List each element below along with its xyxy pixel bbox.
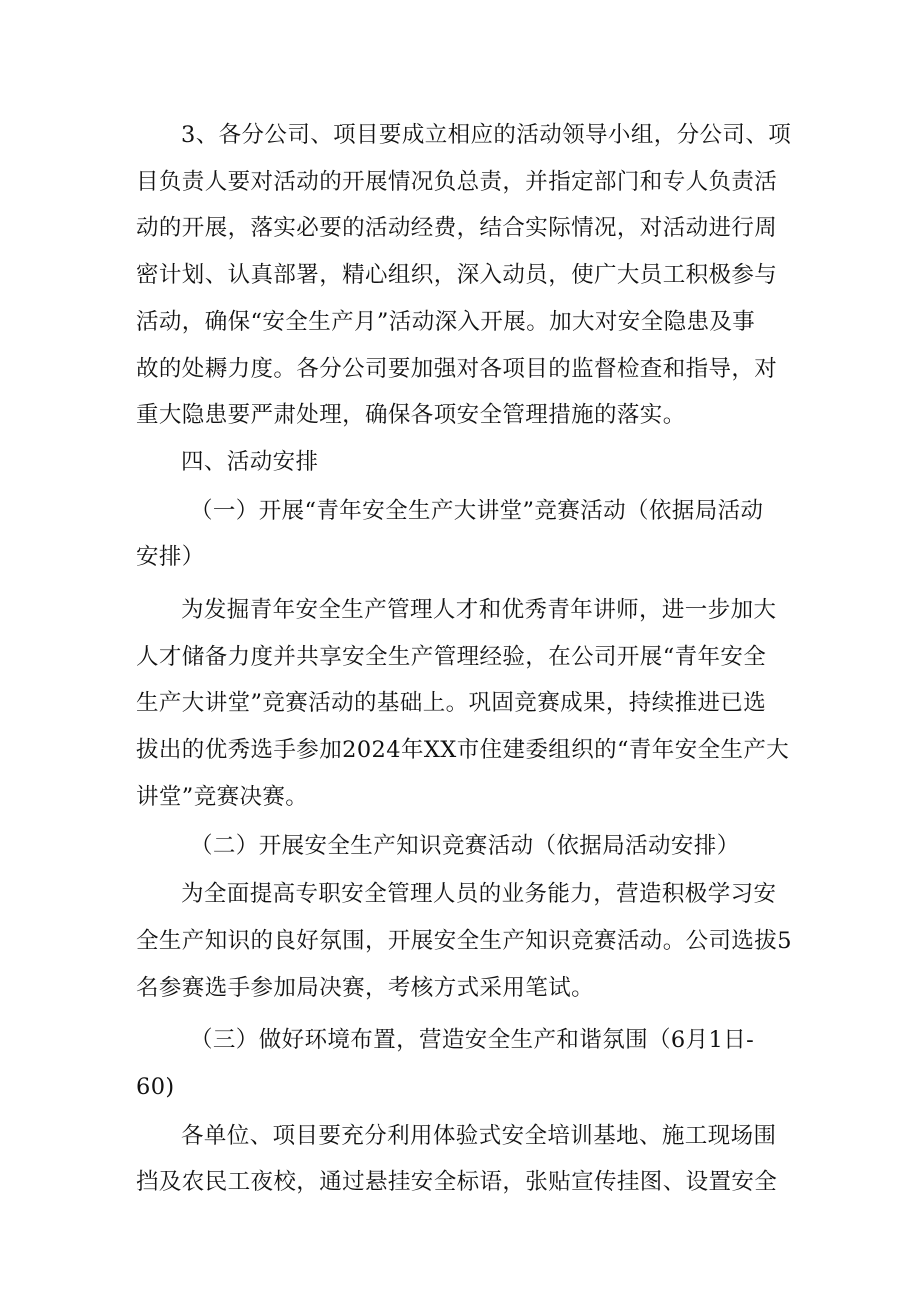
subsection-heading-environment-layout — [136, 1017, 790, 1110]
paragraph-organization-requirements — [136, 112, 790, 439]
text-line: 生产大讲堂”竞赛活动的基础上。巩固竞赛成果，持续推进已选 — [136, 690, 767, 717]
text-line: 为全面提高专职安全管理人员的业务能力，营造积极学习安 — [181, 881, 777, 908]
paragraph-environment-layout — [136, 1113, 790, 1206]
subsection-heading-knowledge-contest: （二）开展安全生产知识竞赛活动（依据局活动安排） — [190, 832, 740, 859]
text-line: 全生产知识的良好氛围，开展安全生产知识竞赛活动。公司选拔5 — [136, 927, 792, 954]
text-line: 活动，确保“安全生产月”活动深入开展。加大对安全隐患及事 — [136, 308, 756, 335]
text-line: 拔出的优秀选手参加2024年XX市住建委组织的“青年安全生产大 — [136, 737, 790, 764]
text-line: 各单位、项目要充分利用体验式安全培训基地、施工现场围 — [181, 1122, 777, 1149]
text-line: 目负责人要对活动的开展情况负总责，并指定部门和专人负责活 — [136, 168, 778, 195]
text-line: 名参赛选手参加局决赛，考核方式采用笔试。 — [136, 974, 595, 1001]
text-line: 为发掘青年安全生产管理人才和优秀青年讲师，进一步加大 — [181, 597, 777, 624]
text-line: 3、各分公司、项目要成立相应的活动领导小组，分公司、项 — [181, 122, 792, 148]
section-heading-activity-arrangement: 四、活动安排 — [181, 448, 319, 475]
text-line: 密计划、认真部署，精心组织，深入动员，使广大员工积极参与 — [136, 262, 778, 289]
text-line: 讲堂”竞赛决赛。 — [136, 783, 309, 810]
text-line: 人才储备力度并共享安全生产管理经验，在公司开展“青年安全 — [136, 643, 767, 670]
paragraph-youth-lecture — [136, 587, 790, 821]
text-line: （一）开展“青年安全生产大讲堂”竞赛活动（依据局活动 — [190, 497, 764, 524]
text-line: 动的开展，落实必要的活动经费，结合实际情况，对活动进行周 — [136, 215, 778, 242]
text-line: 重大隐患要严肃处理，确保各项安全管理措施的落实。 — [136, 402, 686, 429]
text-line: 挡及农民工夜校，通过悬挂安全标语，张贴宣传挂图、设置安全 — [136, 1169, 778, 1196]
paragraph-knowledge-contest — [136, 871, 790, 1011]
text-line: 60) — [136, 1074, 175, 1101]
text-line: 安排） — [136, 544, 205, 571]
text-line: 故的处耨力度。各分公司要加强对各项目的监督检查和指导，对 — [136, 355, 778, 382]
subsection-heading-youth-lecture — [136, 488, 790, 581]
text-line: （三）做好环境布置，营造安全生产和谐氛围（6月1日- — [190, 1027, 755, 1054]
